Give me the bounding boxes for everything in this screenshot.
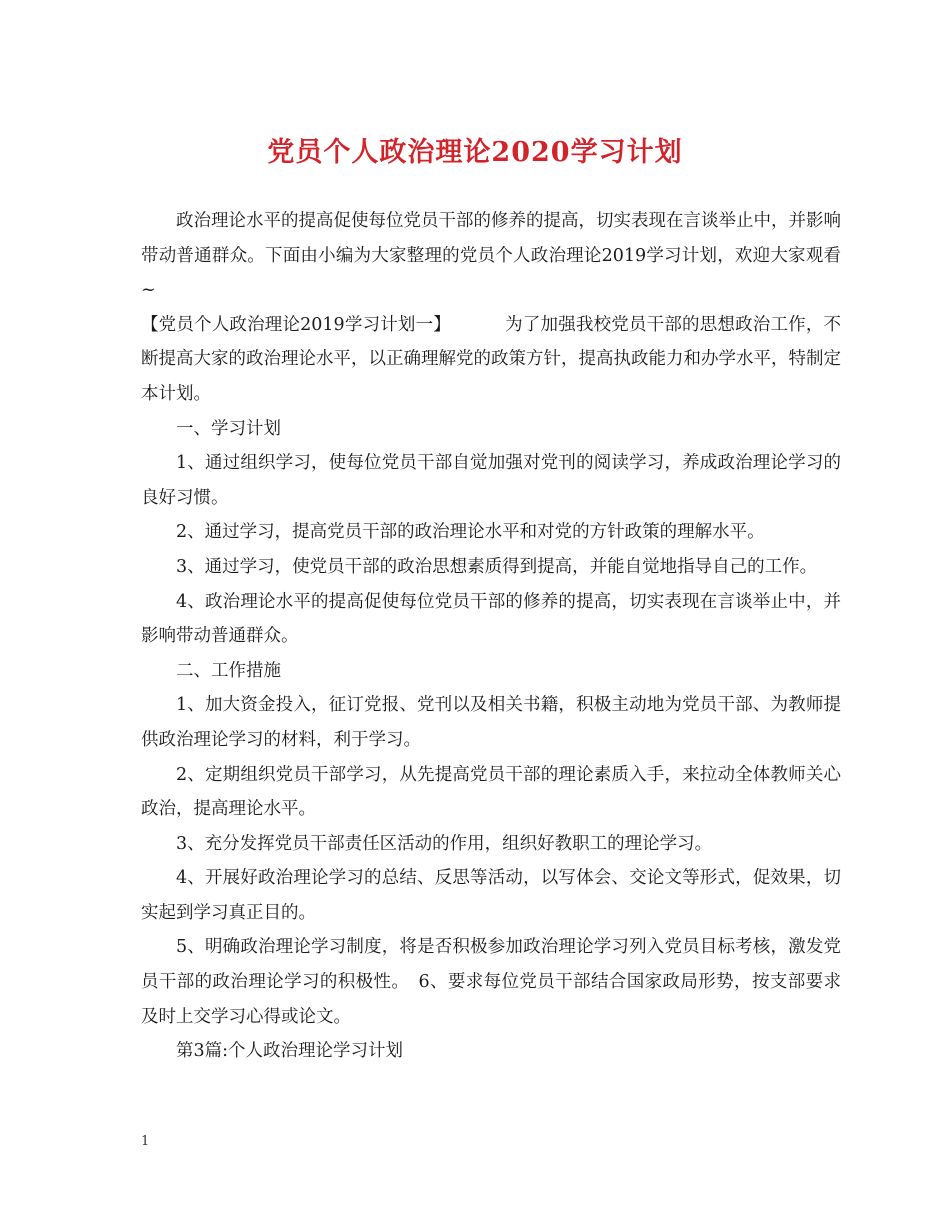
part1-heading: 一、学习计划 (176, 418, 281, 439)
part2-item-2: 2、定期组织党员干部学习，从先提高党员干部的理论素质入手，来拉动全体教师关心政治，提高理论水平。 (141, 764, 841, 820)
part2-heading: 二、工作措施 (176, 660, 281, 681)
part2-item-3: 3、充分发挥党员干部责任区活动的作用，组织好教职工的理论学习。 (176, 833, 713, 854)
section-paragraph (141, 308, 841, 412)
section-heading: 【党员个人政治理论2019学习计划一】 (141, 314, 451, 335)
page-number: 1 (141, 1134, 150, 1149)
part1-item-1: 1、通过组织学习，使每位党员干部自觉加强对党刊的阅读学习，养成政治理论学习的良好习惯。 (141, 453, 841, 508)
part2-item-1: 1、加大资金投入，征订党报、党刊以及相关书籍，积极主动地为党员干部、为教师提供政治理论学习的材料，利于学习。 (141, 695, 841, 750)
part1-item-3: 3、通过学习，使党员干部的政治思想素质得到提高，并能自觉地指导自己的工作。 (176, 556, 818, 577)
section-intro: 为了加强我校党员干部的思想政治工作，不断提高大家的政治理论水平，以正确理解党的政策方针，提高执政能力和办学水平，特制定本计划。 (141, 314, 842, 404)
intro-paragraph: 政治理论水平的提高促使每位党员干部的修养的提高，切实表现在言谈举止中，并影响带动普通群众。下面由小编为大家整理的党员个人政治理论2019学习计划，欢迎大家观看~ (141, 211, 841, 301)
next-section-heading: 第3篇:个人政治理论学习计划 (176, 1041, 404, 1062)
document-title: 党员个人政治理论2020学习计划 (267, 137, 683, 168)
part2-item-4: 4、开展好政治理论学习的总结、反思等活动，以写体会、交论文等形式，促效果，切实起到学习真正目的。 (141, 868, 841, 923)
document-body (141, 204, 841, 1069)
part1-item-4: 4、政治理论水平的提高促使每位党员干部的修养的提高，切实表现在言谈举止中，并影响带动普通群众。 (141, 591, 841, 647)
part2-item-5: 5、明确政治理论学习制度，将是否积极参加政治理论学习列入党员目标考核，激发党员干部的政治理论学习的积极性。 6、要求每位党员干部结合国家政局形势，按支部要求及时上交学习心得或论文。 (141, 937, 841, 1027)
part1-item-2: 2、通过学习，提高党员干部的政治理论水平和对党的方针政策的理解水平。 (176, 522, 765, 543)
